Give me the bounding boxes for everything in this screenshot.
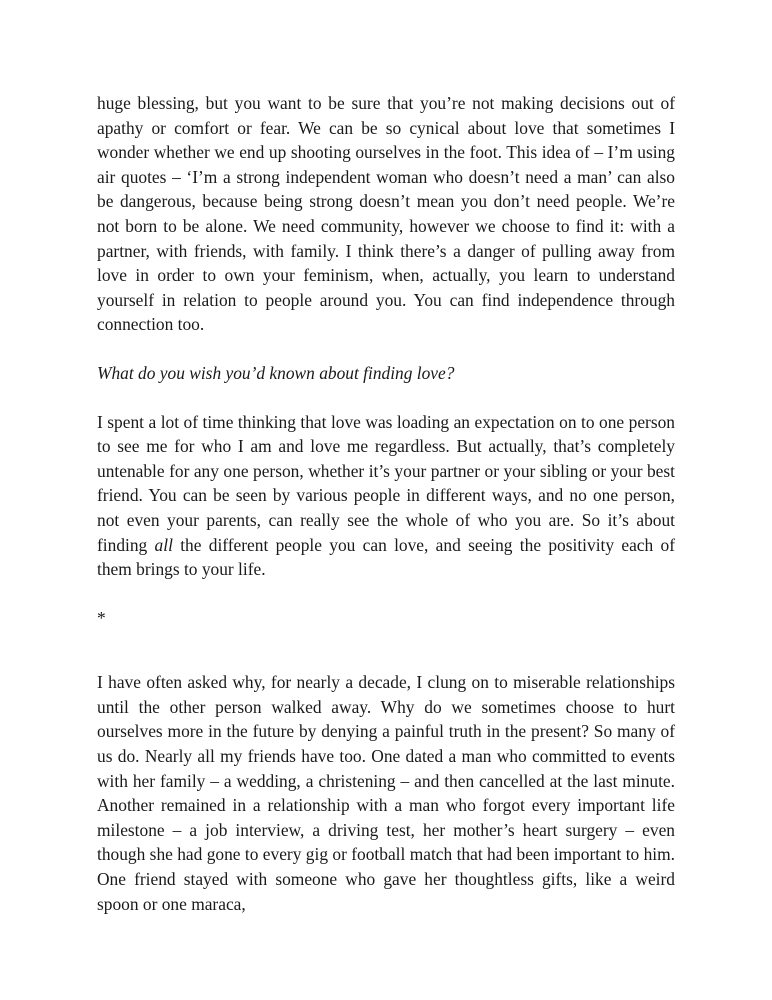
interview-question: What do you wish you’d known about finding love?: [97, 362, 455, 383]
body-paragraph-1: huge blessing, but you want to be sure that you’re not making decisions out of apathy or comfort or fear. We can be so cynical about love that sometimes I wonder whether we end up shooting ourselves in the foot. This idea of – I’m using air quotes – ‘I’m a strong independent woman who doesn’t need a man’ can also be dangerous, because being strong doesn’t mean you don’t need people. We’re not born to be alone. We need community, however we choose to find it: with a partner, with friends, with family. I think there’s a danger of pulling away from love in order to own your feminism, when, actually, you learn to understand yourself in relation to people around you. You can find independence through connection too.: [97, 93, 675, 335]
paragraph-2-text-before: I spent a lot of time thinking that love was loading an expectation on to one person to see me for who I am and love me regardless. But actually, that’s completely untenable for any one person, whether it’s your partner or your sibling or your best friend. You can be seen by various people in different ways, and no one person, not even your parents, can really see the whole of who you are. So it’s about finding: [97, 411, 675, 555]
body-paragraph-3: I have often asked why, for nearly a decade, I clung on to miserable relationships until the other person walked away. Why do we sometimes choose to hurt ourselves more in the future by denying a painful truth in the present? So many of us do. Nearly all my friends have too. One dated a man who committed to events with her family – a wedding, a christening – and then cancelled at the last minute. Another remained in a relationship with a man who forgot every important life milestone – a job interview, a driving test, her mother’s heart surgery – even though she had gone to every gig or football match that had been important to him. One friend stayed with someone who gave her thoughtless gifts, like a weird spoon or one maraca,: [97, 672, 675, 914]
paragraph-2-text-after: the different people you can love, and seeing the positivity each of them brings to your life.: [97, 534, 675, 580]
book-page: [97, 91, 675, 916]
paragraph-2-emphasis: all: [154, 534, 173, 555]
section-separator: *: [97, 607, 106, 628]
body-paragraph-2: [97, 410, 675, 582]
